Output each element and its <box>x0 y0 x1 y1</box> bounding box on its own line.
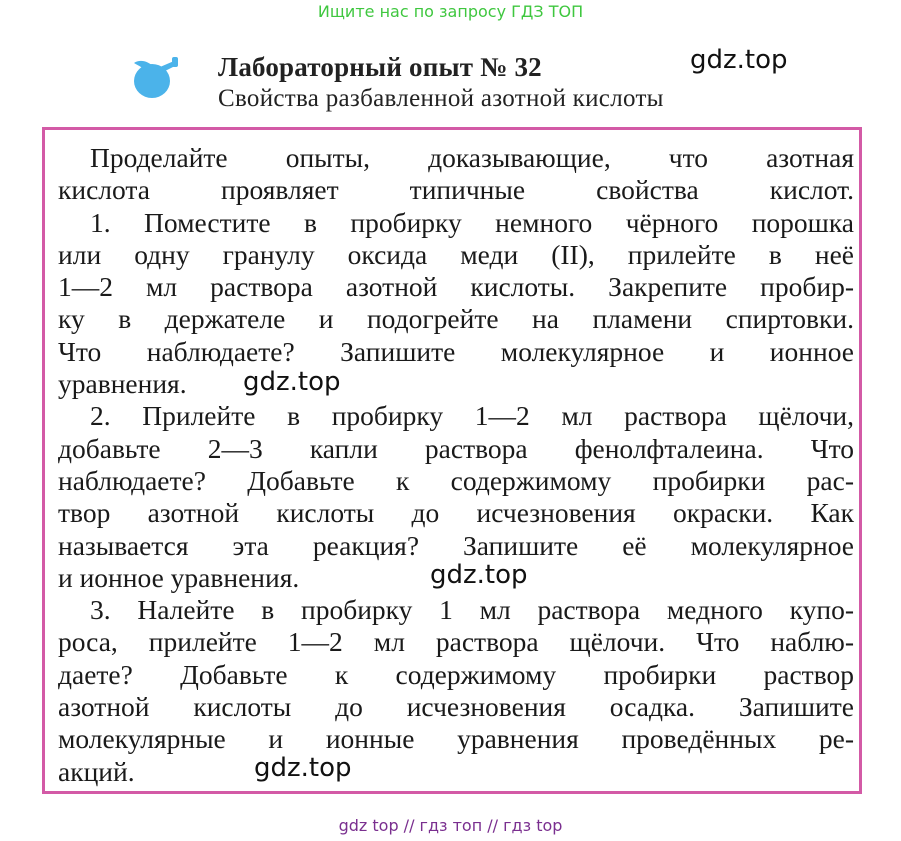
text-line: наблюдаете? Добавьте к содержимому пробирки рас- <box>58 464 854 496</box>
text-line: или одну гранулу оксида меди (II), прилейте в неё <box>58 238 854 270</box>
top-banner: Ищите нас по запросу ГДЗ ТОП <box>317 2 584 21</box>
text-line: твор азотной кислоты до исчезновения окраски. Как <box>58 497 854 529</box>
text-line: молекулярные и ионные уравнения проведённых ре- <box>58 723 854 755</box>
text-line: 1. Поместите в пробирку немного чёрного порошка <box>90 206 854 238</box>
page-title: Лабораторный опыт № 32 <box>218 52 542 82</box>
text-line: ку в держателе и подогрейте на пламени спиртовки. <box>58 303 854 335</box>
text-line: кислота проявляет типичные свойства кислот. <box>58 174 854 206</box>
footer-links: gdz top // гдз топ // гдз top <box>338 816 563 835</box>
text-line: называется эта реакция? Запишите её молекулярное <box>58 529 854 561</box>
watermark: gdz.top <box>690 45 788 75</box>
watermark: gdz.top <box>430 560 528 590</box>
text-line: акций. <box>58 755 135 787</box>
text-line: Что наблюдаете? Запишите молекулярное и ионное <box>58 335 854 367</box>
text-line: 2. Прилейте в пробирку 1—2 мл раствора щёлочи, <box>90 400 854 432</box>
page-subtitle: Свойства разбавленной азотной кислоты <box>218 85 664 112</box>
text-line: роса, прилейте 1—2 мл раствора щёлочи. Что наблю- <box>58 626 854 658</box>
text-line: добавьте 2—3 капли раствора фенолфталеина. Что <box>58 432 854 464</box>
text-line: азотной кислоты до исчезновения осадка. Запишите <box>58 691 854 723</box>
watermark: gdz.top <box>254 753 352 783</box>
text-line: 3. Налейте в пробирку 1 мл раствора медного купо- <box>90 594 854 626</box>
text-line: уравнения. <box>58 368 187 400</box>
watermark: gdz.top <box>243 367 341 397</box>
text-line: 1—2 мл раствора азотной кислоты. Закрепите пробир- <box>58 271 854 303</box>
task-text <box>58 142 854 788</box>
text-line: даете? Добавьте к содержимому пробирки раствор <box>58 658 854 690</box>
flask-icon <box>130 53 182 99</box>
text-line: и ионное уравнения. <box>58 561 300 593</box>
text-line: Проделайте опыты, доказывающие, что азотная <box>90 142 854 173</box>
